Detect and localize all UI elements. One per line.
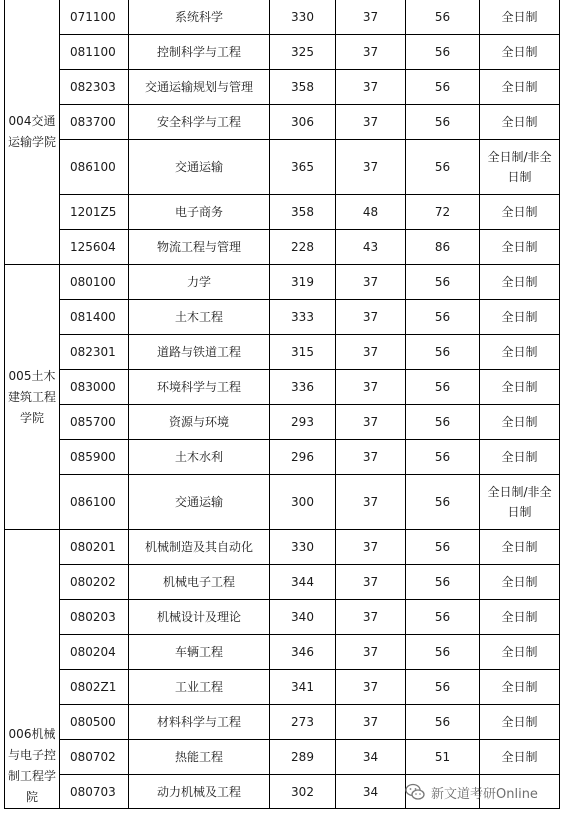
single-100-cell: 48 [336, 195, 406, 230]
table-row [5, 635, 560, 670]
single-150-cell: 56 [406, 0, 480, 35]
total-score-cell: 336 [270, 370, 336, 405]
single-100-cell: 37 [336, 105, 406, 140]
major-name-cell: 力学 [129, 265, 270, 300]
table-row [5, 70, 560, 105]
major-name-cell: 资源与环境 [129, 405, 270, 440]
single-150-cell: 56 [406, 705, 480, 740]
score-table [4, 0, 560, 809]
total-score-cell: 296 [270, 440, 336, 475]
table-row [5, 670, 560, 705]
table-row [5, 705, 560, 740]
table-row [5, 740, 560, 775]
single-100-cell: 37 [336, 70, 406, 105]
major-code-cell: 080201 [60, 530, 129, 565]
study-mode-cell: 全日制 [480, 335, 560, 370]
major-name-cell: 安全科学与工程 [129, 105, 270, 140]
major-code-cell: 071100 [60, 0, 129, 35]
single-100-cell: 37 [336, 565, 406, 600]
single-100-cell: 43 [336, 230, 406, 265]
major-name-cell: 交通运输规划与管理 [129, 70, 270, 105]
school-cell: 005土木建筑工程学院 [5, 265, 60, 530]
table-row [5, 300, 560, 335]
total-score-cell: 228 [270, 230, 336, 265]
watermark [405, 781, 538, 803]
study-mode-cell: 全日制 [480, 265, 560, 300]
single-100-cell: 37 [336, 370, 406, 405]
study-mode-cell: 全日制 [480, 565, 560, 600]
single-150-cell: 56 [406, 35, 480, 70]
total-score-cell: 358 [270, 195, 336, 230]
major-name-cell: 系统科学 [129, 0, 270, 35]
single-150-cell: 86 [406, 230, 480, 265]
table-row [5, 530, 560, 565]
single-150-cell: 56 [406, 565, 480, 600]
total-score-cell: 358 [270, 70, 336, 105]
study-mode-cell: 全日制 [480, 70, 560, 105]
major-code-cell: 082301 [60, 335, 129, 370]
major-name-cell: 土木水利 [129, 440, 270, 475]
major-name-cell: 材料科学与工程 [129, 705, 270, 740]
major-code-cell: 125604 [60, 230, 129, 265]
single-100-cell: 37 [336, 265, 406, 300]
single-100-cell: 37 [336, 35, 406, 70]
single-100-cell: 34 [336, 740, 406, 775]
major-code-cell: 081400 [60, 300, 129, 335]
study-mode-cell: 全日制 [480, 0, 560, 35]
single-150-cell: 56 [406, 475, 480, 530]
table-row [5, 335, 560, 370]
school-cell: 004交通运输学院 [5, 0, 60, 265]
major-name-cell: 道路与铁道工程 [129, 335, 270, 370]
major-name-cell: 土木工程 [129, 300, 270, 335]
single-150-cell: 56 [406, 405, 480, 440]
major-code-cell: 081100 [60, 35, 129, 70]
table-row [5, 35, 560, 70]
major-code-cell: 080702 [60, 740, 129, 775]
table-row [5, 475, 560, 530]
major-name-cell: 机械设计及理论 [129, 600, 270, 635]
table-row [5, 140, 560, 195]
school-cell: 006机械与电子控制工程学院 [5, 530, 60, 809]
table-row [5, 370, 560, 405]
single-150-cell: 56 [406, 670, 480, 705]
total-score-cell: 289 [270, 740, 336, 775]
single-100-cell: 37 [336, 705, 406, 740]
major-name-cell: 动力机械及工程 [129, 775, 270, 809]
major-code-cell: 080500 [60, 705, 129, 740]
total-score-cell: 306 [270, 105, 336, 140]
total-score-cell: 273 [270, 705, 336, 740]
table-row [5, 195, 560, 230]
study-mode-cell: 全日制 [480, 105, 560, 140]
single-150-cell: 51 [406, 740, 480, 775]
single-100-cell: 37 [336, 670, 406, 705]
total-score-cell: 330 [270, 0, 336, 35]
table-row [5, 405, 560, 440]
study-mode-cell: 全日制 [480, 370, 560, 405]
study-mode-cell: 全日制 [480, 530, 560, 565]
single-150-cell: 56 [406, 70, 480, 105]
single-150-cell: 56 [406, 370, 480, 405]
watermark-text: 新文道考研Online [431, 786, 538, 802]
total-score-cell: 300 [270, 475, 336, 530]
major-code-cell: 080703 [60, 775, 129, 809]
total-score-cell: 346 [270, 635, 336, 670]
study-mode-cell: 全日制 [480, 635, 560, 670]
major-name-cell: 机械电子工程 [129, 565, 270, 600]
major-code-cell: 082303 [60, 70, 129, 105]
single-100-cell: 37 [336, 440, 406, 475]
single-100-cell: 37 [336, 530, 406, 565]
total-score-cell: 325 [270, 35, 336, 70]
single-100-cell: 37 [336, 600, 406, 635]
major-code-cell: 080202 [60, 565, 129, 600]
major-name-cell: 环境科学与工程 [129, 370, 270, 405]
study-mode-cell: 全日制 [480, 405, 560, 440]
major-name-cell: 物流工程与管理 [129, 230, 270, 265]
total-score-cell: 333 [270, 300, 336, 335]
major-name-cell: 交通运输 [129, 140, 270, 195]
major-name-cell: 工业工程 [129, 670, 270, 705]
single-150-cell: 56 [406, 265, 480, 300]
major-code-cell: 083000 [60, 370, 129, 405]
major-code-cell: 083700 [60, 105, 129, 140]
single-150-cell: 56 [406, 335, 480, 370]
table-row [5, 600, 560, 635]
study-mode-cell: 全日制 [480, 230, 560, 265]
major-code-cell: 086100 [60, 475, 129, 530]
single-100-cell: 37 [336, 405, 406, 440]
major-name-cell: 交通运输 [129, 475, 270, 530]
study-mode-cell: 全日制 [480, 705, 560, 740]
study-mode-cell: 全日制 [480, 440, 560, 475]
major-code-cell: 080204 [60, 635, 129, 670]
study-mode-cell: 全日制 [480, 35, 560, 70]
single-100-cell: 37 [336, 335, 406, 370]
total-score-cell: 293 [270, 405, 336, 440]
table-row [5, 265, 560, 300]
study-mode-cell: 全日制 [480, 670, 560, 705]
single-150-cell: 56 [406, 440, 480, 475]
total-score-cell: 319 [270, 265, 336, 300]
major-code-cell: 085700 [60, 405, 129, 440]
single-150-cell: 72 [406, 195, 480, 230]
total-score-cell: 340 [270, 600, 336, 635]
table-row [5, 0, 560, 35]
table-row [5, 105, 560, 140]
single-150-cell: 56 [406, 635, 480, 670]
table-row [5, 565, 560, 600]
single-150-cell: 56 [406, 530, 480, 565]
study-mode-cell: 全日制 [480, 300, 560, 335]
score-table-body [5, 0, 560, 809]
single-100-cell: 34 [336, 775, 406, 809]
single-100-cell: 37 [336, 300, 406, 335]
total-score-cell: 330 [270, 530, 336, 565]
total-score-cell: 315 [270, 335, 336, 370]
single-100-cell: 37 [336, 0, 406, 35]
total-score-cell: 344 [270, 565, 336, 600]
single-100-cell: 37 [336, 635, 406, 670]
study-mode-cell: 全日制/非全日制 [480, 475, 560, 530]
single-100-cell: 37 [336, 140, 406, 195]
single-150-cell: 56 [406, 600, 480, 635]
major-code-cell: 0802Z1 [60, 670, 129, 705]
major-code-cell: 080100 [60, 265, 129, 300]
total-score-cell: 341 [270, 670, 336, 705]
major-code-cell: 1201Z5 [60, 195, 129, 230]
major-code-cell: 086100 [60, 140, 129, 195]
single-150-cell: 56 [406, 300, 480, 335]
study-mode-cell: 全日制 [480, 195, 560, 230]
wechat-icon [405, 783, 425, 801]
study-mode-cell: 全日制 [480, 600, 560, 635]
major-name-cell: 车辆工程 [129, 635, 270, 670]
table-row [5, 440, 560, 475]
single-150-cell: 56 [406, 105, 480, 140]
single-150-cell: 56 [406, 140, 480, 195]
major-name-cell: 机械制造及其自动化 [129, 530, 270, 565]
total-score-cell: 365 [270, 140, 336, 195]
study-mode-cell: 全日制 [480, 740, 560, 775]
total-score-cell: 302 [270, 775, 336, 809]
major-code-cell: 080203 [60, 600, 129, 635]
major-name-cell: 电子商务 [129, 195, 270, 230]
major-name-cell: 控制科学与工程 [129, 35, 270, 70]
table-row [5, 230, 560, 265]
major-code-cell: 085900 [60, 440, 129, 475]
study-mode-cell: 全日制/非全日制 [480, 140, 560, 195]
single-100-cell: 37 [336, 475, 406, 530]
major-name-cell: 热能工程 [129, 740, 270, 775]
